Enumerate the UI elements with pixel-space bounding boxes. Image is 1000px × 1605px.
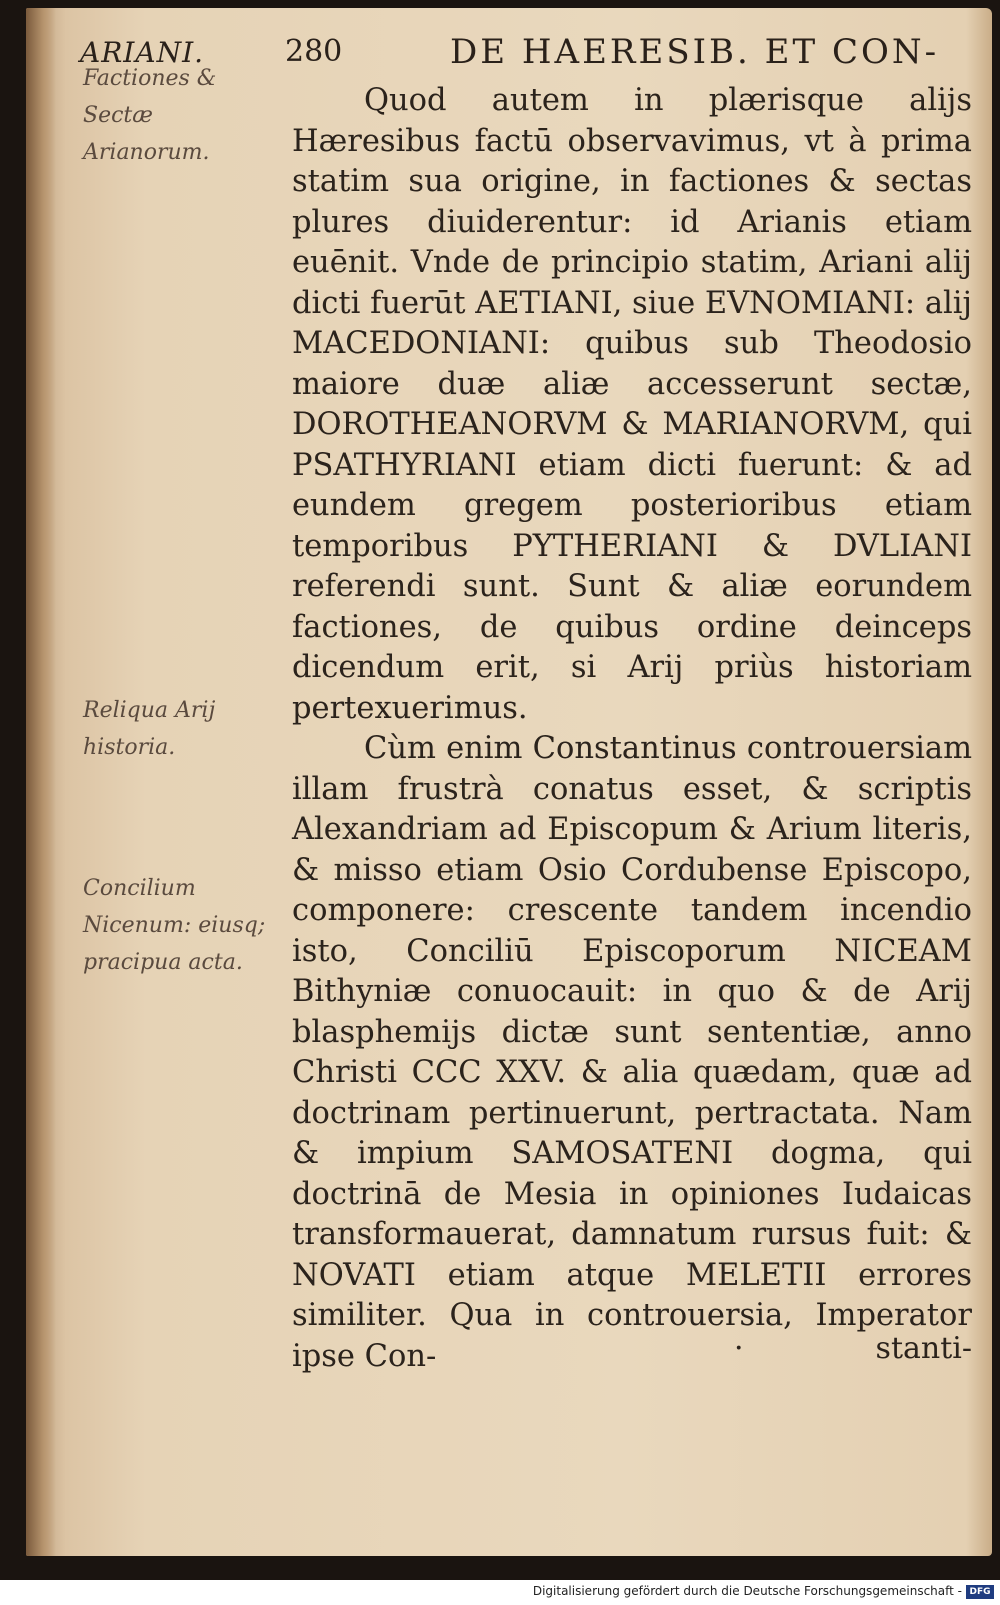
book-page bbox=[26, 8, 992, 1556]
margin-note-factiones: Factiones & Sectæ Arianorum. bbox=[83, 66, 217, 165]
page-number: 280 bbox=[285, 34, 343, 69]
dfg-logo: DFG bbox=[966, 1585, 994, 1599]
paragraph-2: Cùm enim Constantinus controuersiam illam frustrà conatus esset, & scriptis Alexandriam ad Episcopum & Arium literis, & misso etiam Osio Cordubense Episcopo, componere: crescente tandem incendio isto, Conciliū Episcoporum NICEAM Bithyniæ conuocauit: in quo & de Arij blasphemijs dictæ sunt sententiæ, anno Christi CCC XXV. & alia quædam, quæ ad doctrinam pertinuerunt, pertractata. Nam & impium SAMOSATENI dogma, qui doctrinā de Mesia in opiniones Iudaicas transformauerat, damnatum rursus fuit: & NOVATI etiam atque MELETII errores similiter. Qua in controuersia, Imperator ipse Con- bbox=[292, 731, 972, 1374]
catchword: stanti- bbox=[875, 1331, 972, 1366]
running-head-left: ARIANI. bbox=[80, 36, 205, 69]
margin-note-concilium: Concilium Nicenum: eiusq; pracipua acta. bbox=[83, 876, 266, 975]
margin-note-reliqua: Reliqua Arij historia. bbox=[83, 698, 216, 760]
footer-credit: Digitalisierung gefördert durch die Deutsche Forschungsgemeinschaft - bbox=[532, 1584, 962, 1598]
main-text bbox=[292, 81, 972, 1377]
catchword-line bbox=[292, 1331, 972, 1366]
paragraph-1: Quod autem in plærisque alijs Hæresibus factū observavimus, vt à prima statim sua origine, in factiones & sectas plures diuiderentur: id Arianis etiam euēnit. Vnde de principio statim, Ariani alij dicti fuerūt AETIANI, siue EVNOMIANI: alij MACEDONIANI: quibus sub Theodosio maiore duæ aliæ accesserunt sectæ, DOROTHEANORVM & MARIANORVM, qui PSATHYRIANI etiam dicti fuerunt: & ad eundem gregem posterioribus etiam temporibus PYTHERIANI & DVLIANI referendi sunt. Sunt & aliæ eorundem factiones, de quibus ordine deinceps dicendum erit, si Arij priùs historiam pertexuerimus. bbox=[292, 83, 972, 726]
signature-mark: · bbox=[734, 1331, 744, 1366]
footer-bar bbox=[0, 1580, 1000, 1605]
running-title: DE HAERESIB. ET CON- bbox=[450, 32, 940, 72]
page-gutter bbox=[26, 8, 56, 1556]
